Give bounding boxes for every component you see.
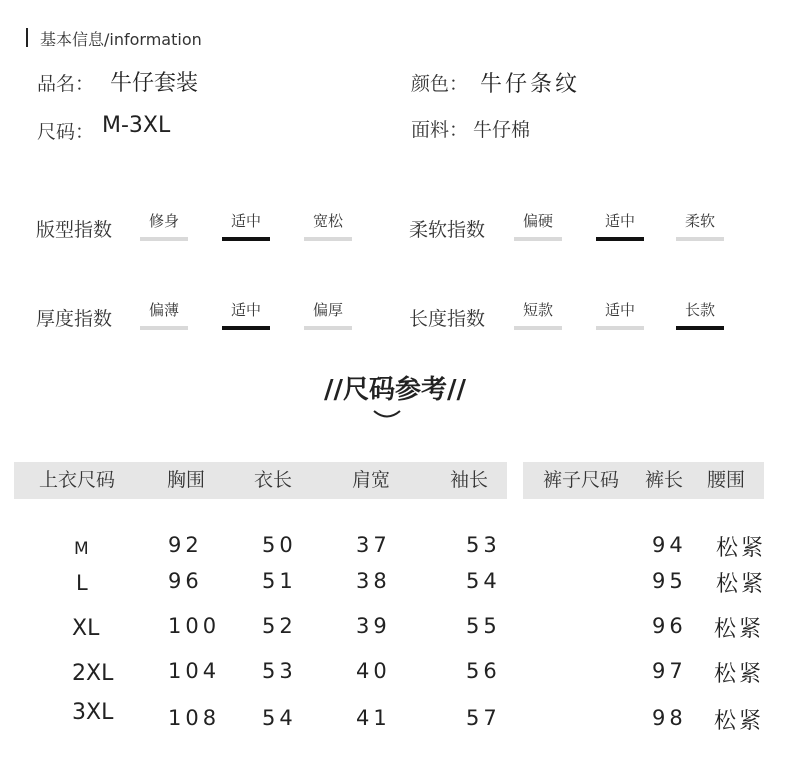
size-reference-title: //尺码参考// xyxy=(324,375,466,405)
index-selected-bar xyxy=(222,326,270,330)
fabric-label: 面料： xyxy=(411,119,469,141)
top-header-shoulder: 肩宽 xyxy=(352,469,391,491)
table-cell: 38 xyxy=(356,569,391,593)
table-cell: 108 xyxy=(168,706,221,730)
table-cell: 104 xyxy=(168,659,221,683)
table-cell: 100 xyxy=(168,614,221,638)
table-cell: 96 xyxy=(168,569,203,593)
index-option-label: 适中 xyxy=(230,212,261,230)
pants-header-size: 裤子尺码 xyxy=(543,469,620,491)
index-selected-bar xyxy=(676,326,724,330)
header-subtitle: /information xyxy=(104,30,202,49)
table-cell: 57 xyxy=(466,706,501,730)
name-value: 牛仔套装 xyxy=(110,71,199,96)
index-option xyxy=(596,211,644,241)
index-selected-bar xyxy=(596,237,644,241)
index-option-bar xyxy=(140,326,188,330)
index-option-bar xyxy=(514,326,562,330)
size-label: 尺码： xyxy=(37,121,95,143)
index-option xyxy=(222,211,270,241)
index-option-label: 长款 xyxy=(684,301,715,319)
size-value: M-3XL xyxy=(102,113,171,138)
pants-cell-waist: 松紧 xyxy=(716,572,767,597)
index-title: 柔软指数 xyxy=(409,219,486,241)
table-cell: 53 xyxy=(262,659,297,683)
index-title: 厚度指数 xyxy=(36,308,113,330)
index-option-bar xyxy=(140,237,188,241)
top-table-header xyxy=(14,462,507,499)
section-header xyxy=(40,27,202,50)
pants-cell-length: 98 xyxy=(652,706,687,730)
table-cell: 51 xyxy=(262,569,297,593)
table-cell: 50 xyxy=(262,533,297,557)
top-header-length: 衣长 xyxy=(254,469,293,491)
pants-cell-waist: 松紧 xyxy=(714,709,765,734)
index-option-label: 偏薄 xyxy=(148,301,179,319)
index-option xyxy=(514,300,562,330)
index-option xyxy=(514,211,562,241)
pants-header-length: 裤长 xyxy=(645,469,684,491)
index-option xyxy=(676,300,724,330)
index-option xyxy=(596,300,644,330)
header-title: 基本信息 xyxy=(40,30,105,49)
index-option-bar xyxy=(514,237,562,241)
pants-table-header xyxy=(523,462,764,499)
index-option-label: 适中 xyxy=(604,212,635,230)
index-option-bar xyxy=(304,326,352,330)
table-cell: 54 xyxy=(262,706,297,730)
table-cell: 53 xyxy=(466,533,501,557)
table-cell: 55 xyxy=(466,614,501,638)
table-cell: 40 xyxy=(356,659,391,683)
index-option-label: 宽松 xyxy=(312,212,343,230)
pants-cell-waist: 松紧 xyxy=(714,617,765,642)
index-option-bar xyxy=(596,326,644,330)
table-row-size: M xyxy=(74,539,89,559)
table-cell: 37 xyxy=(356,533,391,557)
table-cell: 92 xyxy=(168,533,203,557)
header-accent-bar xyxy=(26,28,28,47)
index-option xyxy=(140,300,188,330)
index-option-label: 适中 xyxy=(604,301,635,319)
table-row-size: XL xyxy=(72,616,100,641)
pants-cell-length: 97 xyxy=(652,659,687,683)
index-option-bar xyxy=(304,237,352,241)
color-value: 牛仔条纹 xyxy=(480,72,581,97)
name-label: 品名： xyxy=(37,73,95,95)
index-option-bar xyxy=(676,237,724,241)
pants-cell-waist: 松紧 xyxy=(714,662,765,687)
color-label: 颜色： xyxy=(411,73,469,95)
index-option-label: 偏厚 xyxy=(312,301,343,319)
index-option-label: 偏硬 xyxy=(522,212,553,230)
index-option xyxy=(304,211,352,241)
index-title: 版型指数 xyxy=(36,219,113,241)
index-option-label: 短款 xyxy=(522,301,553,319)
pants-header-waist: 腰围 xyxy=(707,469,746,491)
index-selected-bar xyxy=(222,237,270,241)
table-row-size: L xyxy=(76,571,88,595)
pants-cell-length: 95 xyxy=(652,569,687,593)
fabric-value: 牛仔棉 xyxy=(473,119,531,141)
index-option xyxy=(304,300,352,330)
index-option xyxy=(222,300,270,330)
table-row-size: 2XL xyxy=(72,661,114,686)
top-header-chest: 胸围 xyxy=(167,469,206,491)
pants-cell-length: 94 xyxy=(652,533,687,557)
top-header-sleeve: 袖长 xyxy=(450,469,489,491)
index-title: 长度指数 xyxy=(409,308,486,330)
index-option-label: 修身 xyxy=(148,212,179,230)
top-header-size: 上衣尺码 xyxy=(39,469,116,491)
table-row-size: 3XL xyxy=(72,700,114,725)
index-option xyxy=(140,211,188,241)
index-option-label: 柔软 xyxy=(684,212,715,230)
table-cell: 54 xyxy=(466,569,501,593)
pants-cell-length: 96 xyxy=(652,614,687,638)
table-cell: 41 xyxy=(356,706,391,730)
table-cell: 52 xyxy=(262,614,297,638)
index-option-label: 适中 xyxy=(230,301,261,319)
pants-cell-waist: 松紧 xyxy=(716,536,767,561)
table-cell: 39 xyxy=(356,614,391,638)
chevron-down-icon xyxy=(372,408,402,422)
index-option xyxy=(676,211,724,241)
table-cell: 56 xyxy=(466,659,501,683)
